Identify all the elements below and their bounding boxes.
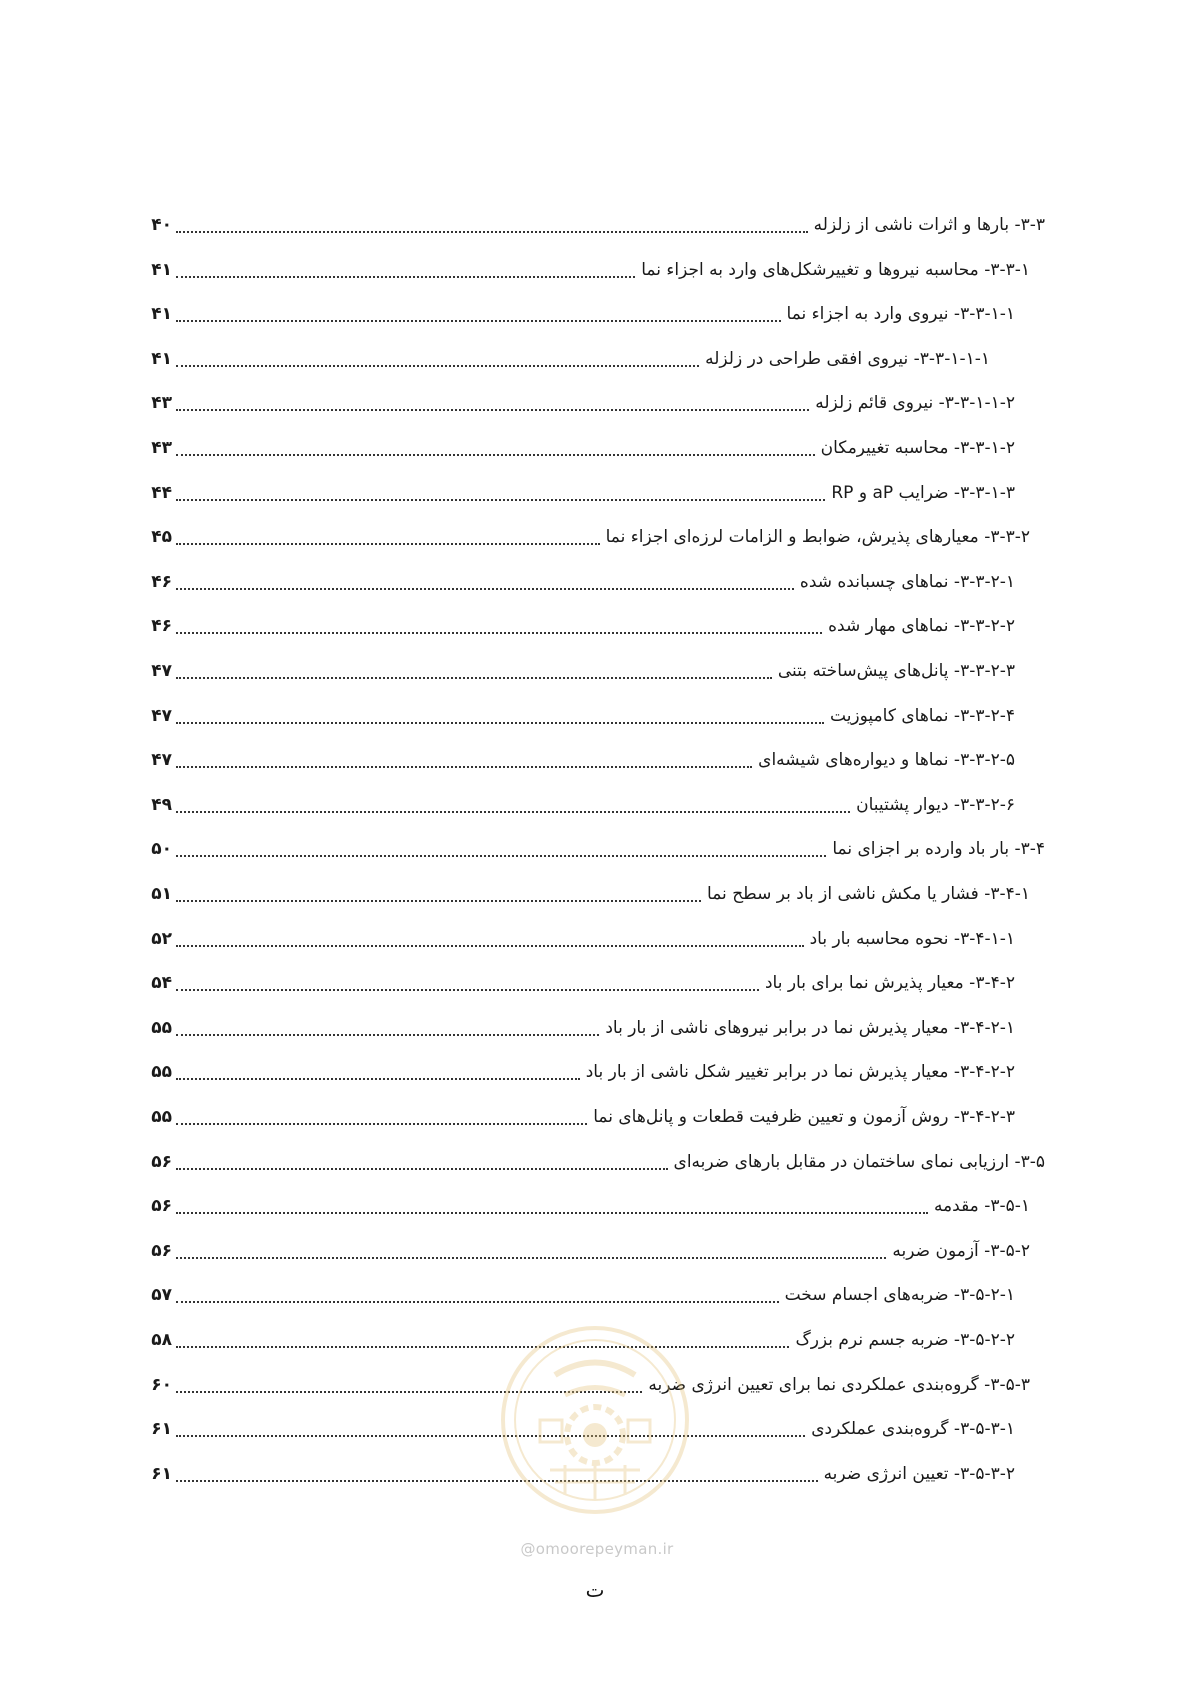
toc-entry-page: ۶۰ [151,1374,172,1395]
toc-entry-title: ۳-۴- بار باد وارده بر اجزای نما [830,834,1045,864]
toc-entry-page: ۴۱ [151,259,172,280]
toc-entry-page: ۵۵ [151,1062,172,1083]
toc-entry-title: ۳-۴-۲-۳- روش آزمون و تعیین ظرفیت قطعات و پانل‌های نما [591,1102,1015,1132]
toc-dot-leader [176,632,822,634]
toc-entry-title: ۳-۳-۲-۲- نماهای مهار شده [826,611,1015,641]
toc-entry-title: ۳-۴-۲-۲- معیار پذیرش نما در برابر تغییر شکل ناشی از بار باد [584,1057,1015,1087]
toc-entry-title: ۳-۴-۲- معیار پذیرش نما برای بار باد [763,968,1015,998]
toc-entry-page: ۵۵ [151,1017,172,1038]
toc-entry-title: ۳-۳-۲- معیارهای پذیرش، ضوابط و الزامات لرزه‌ای اجزاء نما [604,522,1030,552]
toc-entry-title: ۳-۳- بارها و اثرات ناشی از زلزله [812,210,1045,240]
toc-dot-leader [176,1301,779,1303]
toc-entry-page: ۵۴ [151,973,172,994]
toc-entry-page: ۵۸ [151,1330,172,1350]
toc-entry-title: ۳-۳-۱-۱- نیروی وارد به اجزاء نما [785,299,1015,329]
toc-entry-page: ۴۷ [151,661,172,681]
toc-entry-title: ۳-۵-۳-۱- گروه‌بندی عملکردی [809,1414,1015,1444]
toc-entry[interactable] [0,522,1190,552]
toc-entry[interactable] [0,1280,1190,1310]
toc-entry-title: ۳-۵-۳-۲- تعیین انرژی ضربه [822,1459,1015,1489]
toc-entry-title: ۳-۵-۱- مقدمه [932,1191,1030,1221]
toc-entry-title: ۳-۵-۲-۲- ضربه جسم نرم بزرگ [793,1325,1015,1355]
toc-entry-page: ۵۵ [151,1107,172,1127]
toc-entry-title: ۳-۳-۲-۶- دیوار پشتیبان [854,790,1015,820]
toc-entry[interactable] [0,1191,1190,1221]
toc-dot-leader [176,989,759,991]
toc-entry-page: ۴۳ [151,393,172,414]
toc-entry-page: ۴۴ [151,482,172,503]
toc-dot-leader [176,276,635,278]
toc-dot-leader [176,1212,928,1214]
toc-entry-title: ۳-۴-۱-۱- نحوه محاسبه بار باد [808,924,1015,954]
toc-entry-title: ۳-۴-۱- فشار یا مکش ناشی از باد بر سطح نما [705,879,1030,909]
toc-dot-leader [176,900,701,902]
toc-entry-title: ۳-۳-۲-۱- نماهای چسبانده شده [798,567,1015,597]
toc-entry[interactable] [0,924,1190,954]
toc-entry[interactable] [0,656,1190,686]
toc-entry-page: ۴۷ [151,705,172,726]
toc-entry-title: ۳-۳-۱- محاسبه نیروها و تغییرشکل‌های وارد به اجزاء نما [639,255,1030,285]
toc-entry-title: ۳-۳-۲-۳- پانل‌های پیش‌ساخته بتنی [776,656,1015,686]
toc-entry-page: ۵۷ [151,1285,172,1306]
toc-entry[interactable] [0,478,1190,508]
toc-entry[interactable] [0,611,1190,641]
toc-dot-leader [176,499,825,501]
toc-dot-leader [176,1078,580,1080]
toc-dot-leader [176,365,699,367]
toc-dot-leader [176,1123,587,1125]
toc-entry-title: ۳-۴-۲-۱- معیار پذیرش نما در برابر نیروهای ناشی از بار باد [603,1013,1015,1043]
toc-dot-leader [176,722,824,724]
toc-dot-leader [176,231,808,233]
toc-dot-leader [176,1257,886,1259]
toc-entry-title: ۳-۵-۲- آزمون ضربه [890,1236,1030,1266]
toc-entry-title: ۳-۵- ارزیابی نمای ساختمان در مقابل بارهای ضربه‌ای [672,1147,1045,1177]
toc-dot-leader [176,1346,789,1348]
toc-entry-page: ۴۶ [151,616,172,637]
toc-entry[interactable] [0,968,1190,998]
toc-dot-leader [176,811,850,813]
toc-entry[interactable] [0,1013,1190,1043]
toc-entry-page: ۴۱ [151,304,172,325]
toc-entry[interactable] [0,299,1190,329]
toc-entry[interactable] [0,834,1190,864]
toc-entry-page: ۶۱ [151,1419,172,1440]
toc-entry-page: ۵۰ [151,839,172,860]
toc-entry-title: ۳-۳-۲-۵- نماها و دیواره‌های شیشه‌ای [756,745,1015,775]
toc-entry[interactable] [0,433,1190,463]
toc-entry-page: ۵۲ [151,928,172,949]
toc-dot-leader [176,588,794,590]
toc-entry-title: ۳-۵-۳- گروه‌بندی عملکردی نما برای تعیین انرژی ضربه [646,1370,1030,1400]
toc-dot-leader [176,409,809,411]
toc-entry-page: ۵۱ [151,884,172,904]
toc-entry[interactable] [0,745,1190,775]
toc-entry-page: ۴۳ [151,438,172,458]
toc-entry-page: ۴۷ [151,750,172,771]
toc-entry-page: ۴۶ [151,571,172,592]
page-number: ت [585,1578,605,1602]
toc-entry[interactable] [0,790,1190,820]
toc-entry[interactable] [0,701,1190,731]
toc-entry[interactable] [0,1102,1190,1132]
toc-entry[interactable] [0,255,1190,285]
toc-entry-page: ۴۰ [151,215,172,235]
toc-dot-leader [176,454,815,456]
toc-entry-page: ۵۶ [151,1196,172,1217]
toc-entry[interactable] [0,210,1190,240]
toc-entry-title: ۳-۵-۲-۱- ضربه‌های اجسام سخت [783,1280,1015,1310]
toc-dot-leader [176,543,600,545]
toc-dot-leader [176,1034,599,1036]
toc-entry-title: ۳-۳-۲-۴- نماهای کامپوزیت [828,701,1015,731]
toc-entry-title: ۳-۳-۱-۱-۲- نیروی قائم زلزله [813,388,1015,418]
toc-entry-title: ۳-۳-۱-۲- محاسبه تغییرمکان [819,433,1015,463]
toc-entry-page: ۴۵ [151,527,172,548]
watermark-logo-icon [495,1320,695,1520]
toc-entry-page: ۵۶ [151,1240,172,1261]
toc-dot-leader [176,1168,668,1170]
toc-dot-leader [176,320,781,322]
toc-dot-leader [176,855,826,857]
toc-entry-page: ۴۹ [151,794,172,815]
toc-entry[interactable] [0,1147,1190,1177]
toc-entry[interactable] [0,567,1190,597]
toc-entry-page: ۴۱ [151,348,172,369]
toc-dot-leader [176,677,772,679]
toc-entry-page: ۵۶ [151,1151,172,1172]
toc-entry[interactable] [0,879,1190,909]
toc-entry-title: ۳-۳-۱-۳- ضرایب aP و RP [829,478,1015,508]
toc-dot-leader [176,945,804,947]
toc-dot-leader [176,766,752,768]
toc-entry[interactable] [0,1057,1190,1087]
toc-entry[interactable] [0,388,1190,418]
watermark-url: @omoorepeyman.ir [520,1540,674,1558]
toc-entry-title: ۳-۳-۱-۱-۱- نیروی افقی طراحی در زلزله [703,344,990,374]
toc-entry[interactable] [0,344,1190,374]
toc-entry[interactable] [0,1236,1190,1266]
toc-entry-page: ۶۱ [151,1463,172,1484]
toc-dot-leader [176,1435,805,1437]
